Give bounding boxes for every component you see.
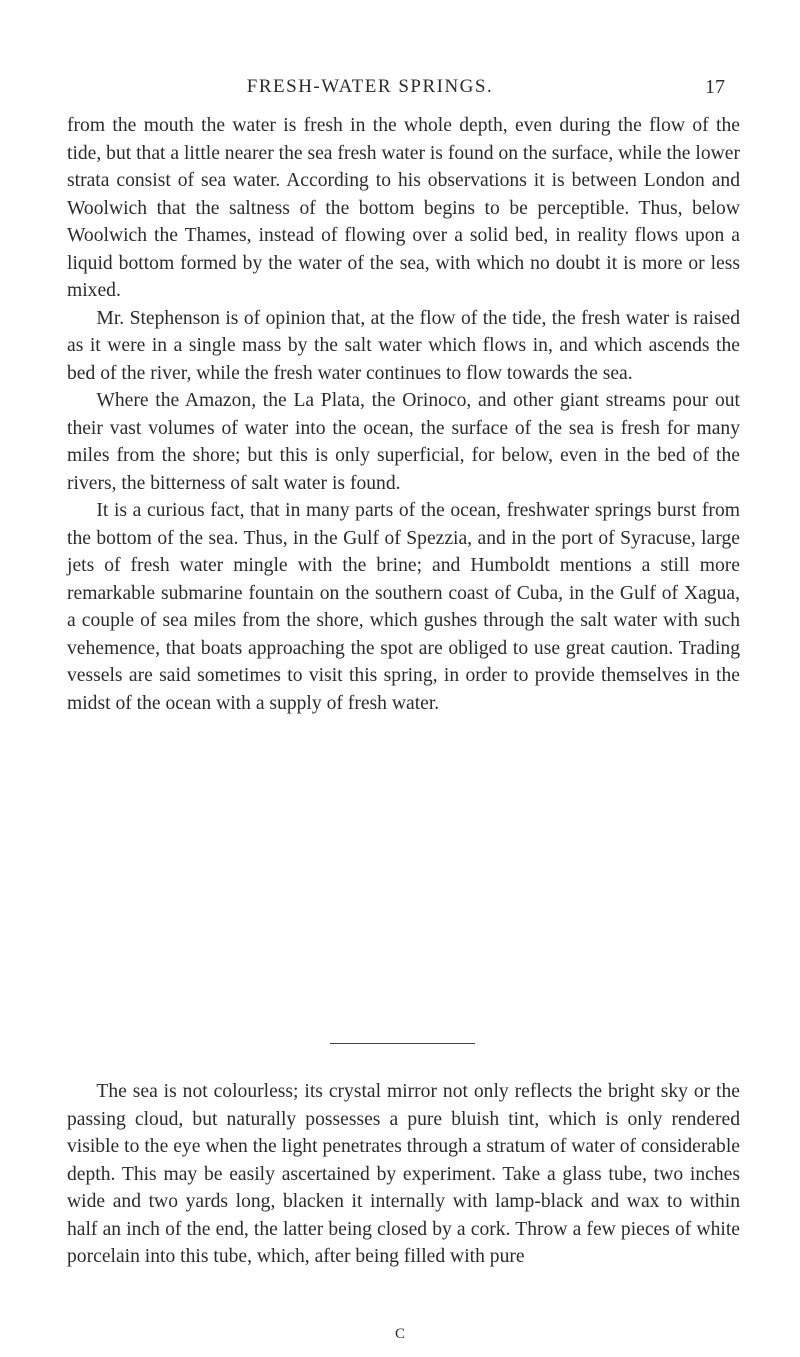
running-head-title: FRESH-WATER SPRINGS. xyxy=(246,76,494,97)
body-text-section-one xyxy=(67,112,740,717)
signature-mark: C xyxy=(395,1326,407,1342)
section-divider-rule xyxy=(330,1043,475,1044)
paragraph-continued: from the mouth the water is fresh in the whole depth, even during the flow of the tide, but that a little nearer the sea fresh water is found on the surface, while the lower strata consist of sea water. According to his observations it is between London and Woolwich that the saltness of the bottom begins to be perceptible. Thus, below Woolwich the Thames, instead of flowing over a solid bed, in reality flows upon a liquid bottom formed by the water of the sea, with which no doubt it is more or less mixed. xyxy=(67,115,741,301)
paragraph-sea-colour: The sea is not colourless; its crystal mirror not only reflects the bright sky or the passing cloud, but naturally possesses a pure bluish tint, which is only rendered visible to the eye when the light penetrates through a stratum of water of considerable depth. This may be easily ascertained by experiment. Take a glass tube, two inches wide and two yards long, blacken it internally with lamp-black and wax to within half an inch of the end, the latter being closed by a cork. Throw a few pieces of white porcelain into this tube, which, after being filled with pure xyxy=(67,1081,740,1267)
running-head xyxy=(0,76,800,106)
body-text-section-two xyxy=(67,1078,740,1271)
paragraph-stephenson: Mr. Stephenson is of opinion that, at the flow of the tide, the fresh water is raised as it were in a single mass by the salt water which flows in, and which ascends the bed of the river, while the fresh water continues to flow towards the sea. xyxy=(67,307,740,384)
paragraph-amazon: Where the Amazon, the La Plata, the Orinoco, and other giant streams pour out their vast volumes of water into the ocean, the surface of the sea is fresh for many miles from the shore; but this is only superficial, for below, even in the bed of the rivers, the bitterness of salt water is found. xyxy=(67,390,740,494)
page-number: 17 xyxy=(705,76,725,98)
paragraph-submarine-springs: It is a curious fact, that in many parts of the ocean, freshwater springs burst from the bottom of the sea. Thus, in the Gulf of Spezzia, and in the port of Syracuse, large jets of fresh water mingle with the brine; and Humboldt mentions a still more remarkable submarine fountain on the southern coast of Cuba, in the Gulf of Xagua, a couple of sea miles from the shore, which gushes through the salt water with such vehemence, that boats approaching the spot are obliged to use great caution. Trading vessels are said sometimes to visit this spring, in order to provide themselves in the midst of the ocean with a supply of fresh water. xyxy=(67,500,740,714)
